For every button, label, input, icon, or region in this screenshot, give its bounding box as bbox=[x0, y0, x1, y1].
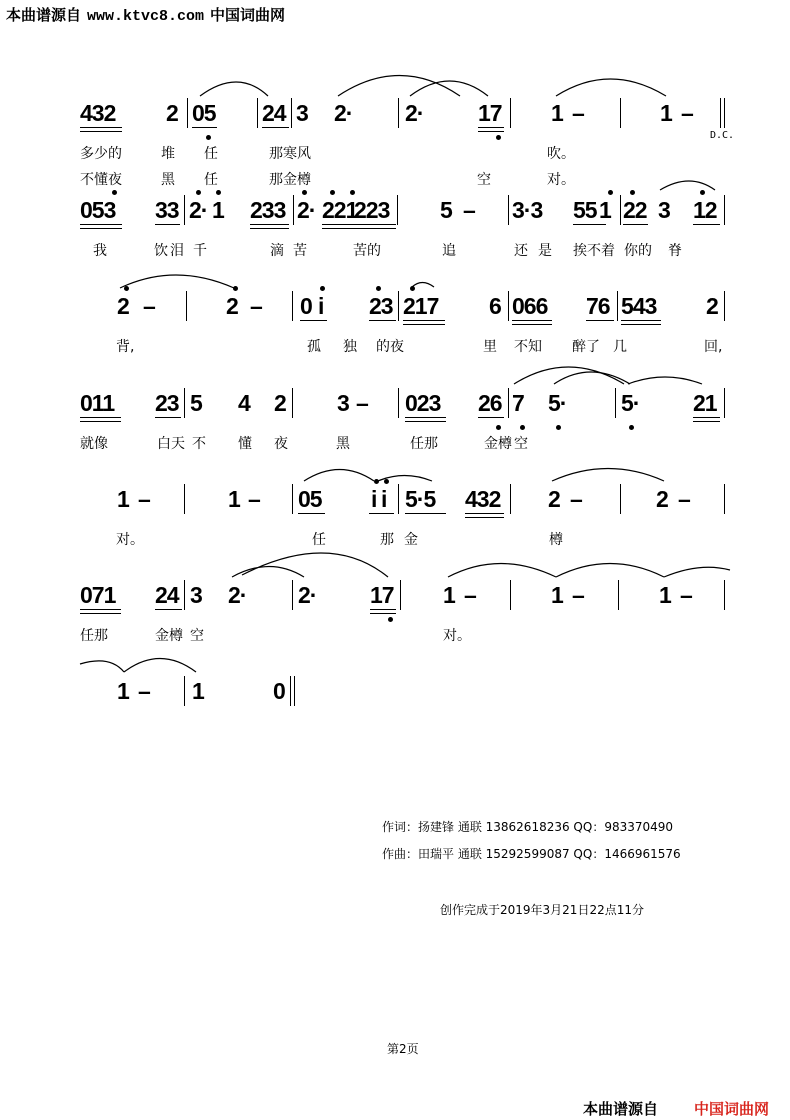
note: 1 bbox=[117, 486, 129, 512]
dc-mark: D.C. bbox=[710, 130, 735, 141]
slur bbox=[448, 564, 556, 578]
note: 1 bbox=[551, 100, 563, 126]
note: 3 bbox=[190, 582, 202, 608]
lyric: 金 bbox=[404, 532, 418, 548]
lyric: 空 bbox=[514, 436, 528, 452]
note: – bbox=[464, 582, 476, 608]
note: – bbox=[143, 293, 155, 319]
lyric: 里 bbox=[483, 339, 497, 355]
note: 1 bbox=[660, 100, 672, 126]
slur bbox=[556, 79, 666, 96]
note: 1 bbox=[443, 582, 455, 608]
slur bbox=[660, 181, 715, 190]
note: 2· bbox=[405, 100, 424, 126]
note: 0 bbox=[300, 293, 312, 319]
lyric: 堆 bbox=[161, 146, 175, 162]
note: 5 bbox=[190, 390, 202, 416]
note: i bbox=[381, 486, 387, 512]
slur bbox=[338, 76, 460, 97]
note: 3 bbox=[337, 390, 349, 416]
site-name: 本曲谱源自 bbox=[6, 6, 82, 24]
slur bbox=[242, 553, 388, 577]
note: 2· bbox=[297, 197, 316, 223]
slur bbox=[514, 367, 624, 384]
note: 2 bbox=[656, 486, 668, 512]
slur bbox=[304, 470, 374, 482]
note: i bbox=[371, 486, 377, 512]
note: 5· bbox=[548, 390, 567, 416]
lyric: 挨不着 bbox=[573, 243, 615, 259]
note: 011 bbox=[80, 390, 115, 416]
note: 05 bbox=[192, 100, 216, 126]
note: 2· bbox=[334, 100, 353, 126]
lyric-verse2: 那金樽 bbox=[269, 172, 311, 188]
note: i bbox=[318, 293, 324, 319]
slur bbox=[412, 283, 434, 288]
lyric: 白天 bbox=[157, 436, 185, 452]
slur bbox=[200, 82, 268, 96]
note: 23 bbox=[369, 293, 393, 319]
note: 0 bbox=[273, 678, 285, 704]
note: 23 bbox=[155, 390, 179, 416]
note: 071 bbox=[80, 582, 116, 608]
note: 5·5 bbox=[405, 486, 436, 512]
completion-date: 创作完成于2019年3月21日22点11分 bbox=[440, 903, 644, 917]
footer-site[interactable]: 中国词曲网 bbox=[694, 1100, 770, 1118]
lyric-verse2: 不懂夜 bbox=[80, 172, 122, 188]
slur bbox=[124, 659, 196, 673]
lyric: 背, bbox=[116, 339, 135, 355]
note: 432 bbox=[465, 486, 501, 512]
note: 26 bbox=[478, 390, 502, 416]
lyric: 苦 bbox=[293, 243, 307, 259]
note: 4 bbox=[238, 390, 250, 416]
lyric: 那寒风 bbox=[269, 146, 311, 162]
lyric: 任 bbox=[312, 532, 326, 548]
note: 2 bbox=[548, 486, 560, 512]
note: 7 bbox=[512, 390, 524, 416]
lyric: 金樽 bbox=[155, 628, 183, 644]
lyric: 泪 bbox=[170, 243, 184, 259]
slur bbox=[664, 567, 730, 577]
note: 2 bbox=[706, 293, 718, 319]
slur bbox=[628, 377, 702, 384]
lyric: 金樽 bbox=[484, 436, 512, 452]
lyric: 任那 bbox=[410, 436, 438, 452]
note: – bbox=[250, 293, 262, 319]
note: – bbox=[678, 486, 690, 512]
site-name-2: 中国词曲网 bbox=[210, 6, 286, 24]
lyric: 追 bbox=[442, 243, 456, 259]
note: 33 bbox=[155, 197, 179, 223]
note: 55 bbox=[573, 197, 597, 223]
lyric: 任那 bbox=[80, 628, 108, 644]
note: 2 bbox=[117, 293, 129, 319]
lyric: 饮 bbox=[154, 243, 168, 259]
slur bbox=[556, 564, 664, 578]
lyric: 樽 bbox=[549, 532, 563, 548]
note: 2 bbox=[166, 100, 178, 126]
note: 1 bbox=[212, 197, 224, 223]
lyric: 夜 bbox=[274, 436, 288, 452]
note: 05 bbox=[298, 486, 322, 512]
slur bbox=[120, 275, 234, 288]
note: 2 bbox=[226, 293, 238, 319]
note: 1 bbox=[192, 678, 204, 704]
note: 066 bbox=[512, 293, 548, 319]
note: – bbox=[680, 582, 692, 608]
composer-credit: 作曲：田瑞平 通联 15292599087 QQ：1466961576 bbox=[382, 847, 681, 861]
note: 432 bbox=[80, 100, 116, 126]
slur bbox=[232, 567, 304, 578]
note: – bbox=[681, 100, 693, 126]
lyric: 千 bbox=[193, 243, 207, 259]
note: 17 bbox=[478, 100, 502, 126]
note: 17 bbox=[370, 582, 394, 608]
page-number: 第2页 bbox=[387, 1042, 419, 1056]
lyric: 对。 bbox=[443, 628, 471, 644]
note: 21 bbox=[693, 390, 717, 416]
note: – bbox=[138, 678, 150, 704]
lyric: 就像 bbox=[80, 436, 108, 452]
lyric-verse2: 空 bbox=[477, 172, 491, 188]
lyric-verse2: 黑 bbox=[161, 172, 175, 188]
lyric: 独 bbox=[343, 339, 357, 355]
note: – bbox=[463, 197, 475, 223]
lyric: 滴 bbox=[270, 243, 284, 259]
note: 5· bbox=[621, 390, 640, 416]
lyric: 黑 bbox=[336, 436, 350, 452]
note: 3 bbox=[296, 100, 308, 126]
note: 24 bbox=[155, 582, 179, 608]
lyric-verse2: 任 bbox=[204, 172, 218, 188]
note: 6 bbox=[489, 293, 501, 319]
note: 5 bbox=[440, 197, 452, 223]
note: 1 bbox=[551, 582, 563, 608]
slur bbox=[554, 372, 630, 384]
note: – bbox=[356, 390, 368, 416]
note: 1 bbox=[117, 678, 129, 704]
lyric: 任 bbox=[204, 146, 218, 162]
lyric: 吹。 bbox=[547, 146, 575, 162]
slur bbox=[552, 469, 664, 482]
note: 22 bbox=[623, 197, 647, 223]
note: – bbox=[572, 582, 584, 608]
note: – bbox=[572, 100, 584, 126]
lyric: 几 bbox=[613, 339, 627, 355]
note: 543 bbox=[621, 293, 657, 319]
note: 233 bbox=[250, 197, 286, 223]
note: 3·3 bbox=[512, 197, 543, 223]
lyric: 懂 bbox=[238, 436, 252, 452]
note: 223 bbox=[354, 197, 390, 223]
lyric: 对。 bbox=[116, 532, 144, 548]
lyric: 苦的 bbox=[353, 243, 381, 259]
lyric: 醉了 bbox=[572, 339, 600, 355]
lyricist-credit: 作词：扬建锋 通联 13862618236 QQ：983370490 bbox=[382, 820, 674, 834]
note: 12 bbox=[693, 197, 717, 223]
lyric: 空 bbox=[190, 628, 204, 644]
note: – bbox=[138, 486, 150, 512]
note: 221 bbox=[322, 197, 358, 223]
note: 2· bbox=[228, 582, 247, 608]
note: 1 bbox=[599, 197, 611, 223]
lyric-verse2: 对。 bbox=[547, 172, 575, 188]
lyric: 我 bbox=[93, 243, 107, 259]
note: 023 bbox=[405, 390, 441, 416]
lyric: 是 bbox=[538, 243, 552, 259]
site-url[interactable]: www.ktvc8.com bbox=[87, 8, 205, 25]
lyric: 脊 bbox=[668, 243, 682, 259]
lyric: 不 bbox=[192, 436, 206, 452]
slur bbox=[80, 661, 124, 672]
note: 3 bbox=[658, 197, 670, 223]
lyric: 孤 bbox=[307, 339, 321, 355]
lyric: 还 bbox=[514, 243, 528, 259]
note: – bbox=[570, 486, 582, 512]
note: 2 bbox=[274, 390, 286, 416]
note: 1 bbox=[659, 582, 671, 608]
lyric: 你的 bbox=[624, 243, 652, 259]
lyric: 回, bbox=[704, 339, 723, 355]
lyric: 的夜 bbox=[376, 339, 404, 355]
note: – bbox=[248, 486, 260, 512]
lyric: 那 bbox=[380, 532, 394, 548]
slur bbox=[378, 476, 432, 482]
note: 1 bbox=[228, 486, 240, 512]
note: 217 bbox=[403, 293, 439, 319]
lyric: 不知 bbox=[514, 339, 542, 355]
note: 2· bbox=[189, 197, 208, 223]
note: 76 bbox=[586, 293, 610, 319]
lyric: 多少的 bbox=[80, 146, 122, 162]
note: 2· bbox=[298, 582, 317, 608]
note: 24 bbox=[262, 100, 286, 126]
note: 053 bbox=[80, 197, 116, 223]
footer-source: 本曲谱源自 bbox=[583, 1100, 659, 1118]
